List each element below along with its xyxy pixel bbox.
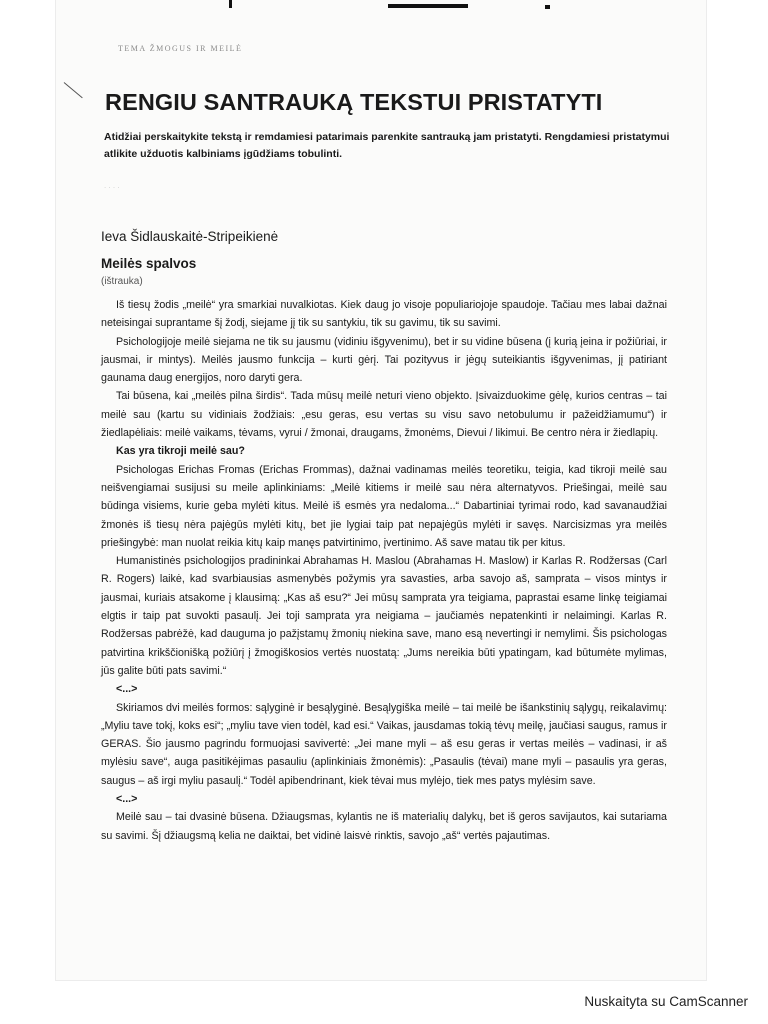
scanner-watermark: Nuskaityta su CamScanner [584, 994, 748, 1009]
omission-mark: <...> [116, 683, 138, 696]
paragraph: Meilė sau – tai dvasinė būsena. Džiaugsmas, kylantis ne iš materialių dalykų, bet iš geros savijautos, kai sutariama su savimi. Šį džiaugsmą kelia ne daiktai, bet vidinė laisvė rinktis, savojo „aš“ vertės pajautimas. [101, 811, 667, 842]
paragraph: Iš tiesų žodis „meilė“ yra smarkiai nuvalkiotas. Kiek daug jo visoje populiariojoje spaudoje. Tačiau mes labai dažnai neteisingai suprantame šį žodį, siejame jį tik su santykiu, tik su gavimu, tik su savimi. [101, 299, 667, 330]
instructions: Atidžiai perskaitykite tekstą ir remdamiesi patarimais parenkite santrauką jam pristatyti. Rengdamiesi pristatymui atlikite užduotis kalbiniams įgūdžiams tobulinti. [104, 131, 670, 160]
paragraph: Humanistinės psichologijos pradininkai Abrahamas H. Maslou (Abrahamas H. Maslow) ir Karlas R. Rodžersas (Carl R. Rogers) laikė, kad svarbiausias asmenybės požymis yra savasties, arba savojo aš, samprata – visos mintys ir jausmai, kuriais atsakome į klausimą: „Kas aš esu?“ Jei mūsų samprata yra teigiama, paprastai esame linkę teigiamai elgtis ir taip pat suvokti pasaulį. Jei toji samprata yra neigiama – jaučiamės nepatenkinti ir nelaimingi. Karlas R. Rodžersas pabrėžė, kad dauguma jo pažįstamų žmonių niekina save, mano esą nevertingi ir nemylimi. Šis psichologas patvirtina krikščionišką požiūrį į žmogiškosios vertės nuostatą: „Jums nereikia būti ypatingam, kad būtumėte mylimas, jūs galite būti pats savimi.“ [101, 555, 667, 677]
article-title: Meilės spalvos [101, 256, 197, 271]
paragraph: Psichologijoje meilė siejama ne tik su jausmu (vidiniu išgyvenimu), bet ir su vidine būsena (į kurią įeina ir požiūriai, ir jausmai, ir mintys). Meilės jausmo funkcija – kurti gėrį. Tai pozityvus ir jėgų suteikiantis išgyvenimas, jį patiriant gaunama daug energijos, noro daryti gera. [101, 335, 667, 385]
section-question: Kas yra tikroji meilė sau? [116, 445, 245, 458]
paragraph: Tai būsena, kai „meilės pilna širdis“. Tada mūsų meilė neturi vieno objekto. Įsivaizduokime gėlę, kurios centras – tai meilė sau (kartu su vidiniais žodžiais: „esu geras, esu vertas su visu savo netobulumu ir pažeidžiamumu“) ir žiedlapėliais: meilė vaikams, tėvams, vyrui / žmonai, draugams, žmonėms, Dievui / likimui. Be centro nėra ir žiedlapių. [101, 390, 667, 440]
article-body [101, 296, 667, 845]
omission-mark: <...> [116, 793, 138, 806]
paragraph: Skiriamos dvi meilės formos: sąlyginė ir besąlyginė. Besąlygiška meilė – tai meilė be išankstinių sąlygų, reikalavimų: „Myliu tave tokį, koks esi“; „myliu tave vien todėl, kad esi.“ Vaikas, jausdamas tokią tėvų meilę, jaučiasi saugus, ramus ir GERAS. Šio jausmo pagrindu formuojasi savivertė: „Jei mane myli – aš esu geras ir vertas meilės – vadinasi, ir aš mylėsiu save“, auga pasitikėjimas pasauliu (aplinkiniais žmonėmis): „Pasaulis (tėvai) mane myli – pasaulis yra geras, saugus – aš irgi myliu pasaulį.“ Todėl apibendrinant, kiek tėvai mus mylėjo, tiek mes patys mylėsim save. [101, 701, 667, 787]
excerpt-note: (ištrauka) [101, 276, 143, 287]
article-author: Ieva Šidlauskaitė-Stripeikienė [101, 229, 279, 244]
binding-mark [229, 0, 232, 8]
theme-label: TEMA ŽMOGUS IR MEILĖ [118, 44, 243, 53]
paragraph: Psichologas Erichas Fromas (Erichas Frommas), dažnai vadinamas meilės teoretiku, teigia, kad tikroji meilė sau neišvengiamai susijusi su meile aplinkiniams: „Meilė kitiems ir meilė sau nėra alternatyvos. Priešingai, meilė sau būdinga visiems, kurie geba mylėti kitus. Meilė iš esmės yra nedaloma...“ Dabartiniai tyrimai rodo, kad savanaudžiai žmonės iš tiesų nėra pajėgūs mylėti kitų, bet jie lygiai taip pat nepajėgūs mylėti ir savęs. Narcisizmas yra meilės priešingybė: man nuolat reikia kitų kaip manęs patvirtinimo, įvertinimo. Aš save matau tik per kitus. [101, 463, 667, 549]
binding-mark [388, 4, 468, 8]
page-title: RENGIU SANTRAUKĄ TEKSTUI PRISTATYTI [105, 89, 603, 115]
faint-bleed-text: . . . . [104, 181, 120, 190]
binding-mark [545, 5, 550, 9]
